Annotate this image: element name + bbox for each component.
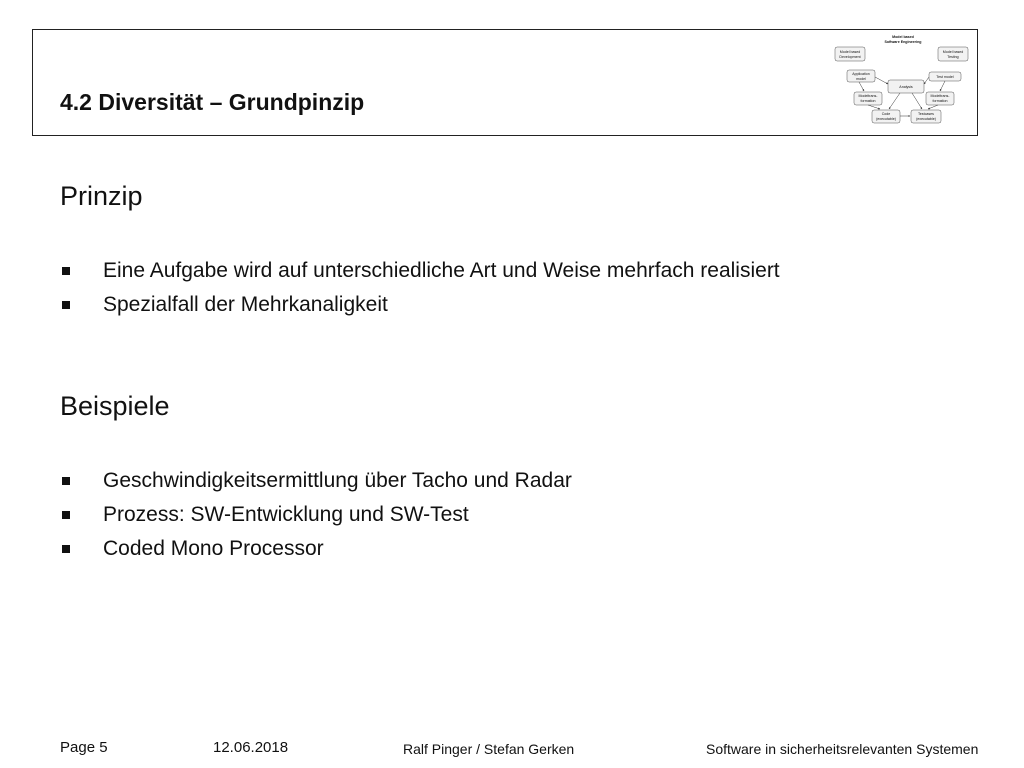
bullet-square-icon — [62, 477, 70, 485]
diagram-label-mbt-1: Model based — [942, 50, 964, 54]
diagram-label-code-1: Code — [881, 112, 891, 116]
list-item-text: Eine Aufgabe wird auf unterschiedliche Art und Weise mehrfach realisiert — [103, 259, 780, 282]
diagram-label-app-1: Application — [852, 72, 870, 76]
section-heading-beispiele: Beispiele — [60, 391, 170, 421]
diagram-label-app-2: model — [856, 77, 866, 81]
footer-authors: Ralf Pinger / Stefan Gerken — [403, 741, 575, 757]
list-item — [60, 498, 572, 532]
section-heading-prinzip: Prinzip — [60, 181, 143, 211]
diagram-label-analysis: Analysis — [899, 85, 913, 89]
diagram-label-mt-right-1: Modeltrans- — [930, 94, 950, 98]
footer-date: 12.06.2018 — [213, 739, 289, 756]
diagram-title-line1: Model based — [892, 35, 914, 39]
diagram-label-test-model: Test model — [936, 75, 954, 79]
bullet-square-icon — [62, 267, 70, 275]
footer-course: Software in sicherheitsrelevanten Systemen — [706, 741, 979, 757]
list-item-text: Geschwindigkeitsermittlung über Tacho und Radar — [103, 469, 572, 492]
list-item-text: Coded Mono Processor — [103, 537, 324, 560]
diagram-title-line2: Software Engineering — [884, 40, 922, 44]
diagram-label-code-2: (executable) — [876, 117, 896, 121]
diagram-label-mbt-2: Testing — [947, 55, 959, 59]
bullet-square-icon — [62, 511, 70, 519]
diagram-label-mt-left-1: Modeltrans- — [858, 94, 878, 98]
diagram-label-testcases-2: (executable) — [916, 117, 936, 121]
diagram-label-mt-left-2: formation — [860, 99, 876, 103]
diagram-label-mt-right-2: formation — [932, 99, 948, 103]
diagram-label-mbd-1: Model based — [839, 50, 861, 54]
list-item — [60, 464, 572, 498]
list-item — [60, 254, 780, 288]
mbse-diagram — [832, 33, 974, 133]
footer-page-number: Page 5 — [60, 739, 108, 756]
bullet-list-prinzip — [60, 254, 780, 322]
list-item-text: Spezialfall der Mehrkanaligkeit — [103, 293, 388, 316]
slide-title: 4.2 Diversität – Grundpinzip — [60, 89, 365, 115]
diagram-label-mbd-2: Development — [839, 55, 861, 59]
bullet-square-icon — [62, 301, 70, 309]
list-item — [60, 532, 572, 566]
list-item-text: Prozess: SW-Entwicklung und SW-Test — [103, 503, 469, 526]
list-item — [60, 288, 780, 322]
bullet-square-icon — [62, 545, 70, 553]
bullet-list-beispiele — [60, 464, 572, 566]
diagram-label-testcases-1: Testcases — [918, 112, 934, 116]
